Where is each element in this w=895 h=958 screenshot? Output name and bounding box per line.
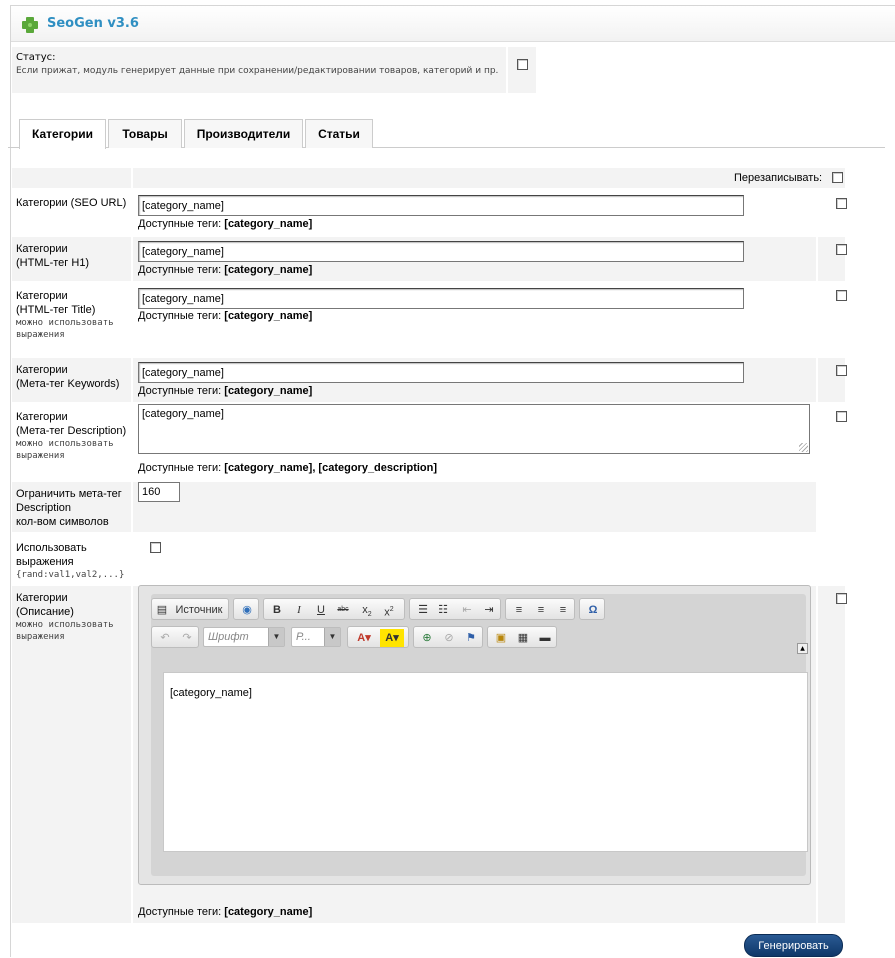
underline-icon[interactable]: U xyxy=(317,604,325,616)
generate-button[interactable]: Генерировать xyxy=(744,934,843,957)
tags-prefix: Доступные теги: xyxy=(138,218,222,230)
align-group xyxy=(505,598,575,620)
bold-icon[interactable]: B xyxy=(273,604,281,616)
background-color-icon[interactable]: A▾ xyxy=(380,629,404,647)
overwrite-all-checkbox[interactable] xyxy=(832,172,843,183)
list-group xyxy=(409,598,501,620)
table-icon[interactable]: ▦ xyxy=(517,632,529,644)
collapse-toolbar-icon[interactable]: ▲ xyxy=(797,643,808,654)
text-overwrite-checkbox[interactable] xyxy=(836,593,847,604)
format-group xyxy=(263,598,405,620)
description-tags: Доступные теги: [category_name], [category_description] xyxy=(138,462,438,474)
editor-content-area[interactable]: [category_name] xyxy=(163,672,808,852)
status-label: Статус: xyxy=(16,52,56,63)
seo-url-tags xyxy=(138,218,312,230)
module-heading xyxy=(11,6,895,42)
use-expressions-checkbox[interactable] xyxy=(150,542,161,553)
title-input[interactable] xyxy=(138,288,744,309)
status-checkbox-cell xyxy=(508,47,536,93)
puzzle-icon xyxy=(21,16,39,34)
h1-input[interactable] xyxy=(138,241,744,262)
description-label: Категории (Мета-тег Description) можно использовать выражения xyxy=(12,405,131,479)
anchor-flag-icon[interactable]: ⚑ xyxy=(466,632,476,644)
link-icon[interactable]: ⊕ xyxy=(422,632,432,644)
status-setting xyxy=(12,47,506,93)
superscript-icon[interactable]: $x^2$ xyxy=(384,606,394,619)
text-label: Категории (Описание) можно использовать выражения xyxy=(12,586,131,923)
subscript-icon[interactable]: $x_2$ xyxy=(362,604,372,619)
keywords-tags: Доступные теги: [category_name] xyxy=(138,385,313,397)
overwrite-label: Перезаписывать: xyxy=(734,172,823,184)
seo-url-overwrite-checkbox[interactable] xyxy=(836,198,847,209)
title-label: Категории (HTML-тег Title) можно использовать выражения xyxy=(12,284,131,356)
italic-icon[interactable]: I xyxy=(297,604,301,616)
seo-url-input[interactable] xyxy=(138,195,744,216)
limit-row xyxy=(133,482,816,532)
seo-url-label: Категории (SEO URL) xyxy=(12,191,131,235)
unlink-icon[interactable]: ⊘ xyxy=(444,632,454,644)
image-icon[interactable]: ▣ xyxy=(495,632,507,644)
link-group xyxy=(413,626,483,648)
indent-icon[interactable]: ⇥ xyxy=(484,604,494,616)
tab-articles[interactable]: Статьи xyxy=(305,119,373,148)
undo-icon[interactable]: ↶ xyxy=(160,632,170,644)
redo-icon[interactable]: ↷ xyxy=(182,632,192,644)
source-button[interactable]: Источник xyxy=(175,604,223,616)
undo-group xyxy=(151,626,199,648)
font-select[interactable]: Шрифт ▼ xyxy=(203,627,285,647)
keywords-overwrite-checkbox[interactable] xyxy=(836,365,847,376)
bullet-list-icon[interactable]: ☷ xyxy=(438,604,448,616)
tab-categories[interactable]: Категории xyxy=(19,119,106,149)
chevron-down-icon: ▼ xyxy=(268,628,284,646)
source-group xyxy=(151,598,229,620)
expressions-label: Использовать выражения {rand:val1,val2,...} xyxy=(12,536,131,582)
text-cb-cell xyxy=(818,586,845,923)
source-doc-icon[interactable]: ▤ xyxy=(156,604,168,616)
keywords-label: Категории (Мета-тег Keywords) xyxy=(12,358,131,402)
globe-group xyxy=(233,598,259,620)
tags-list: [category_name] xyxy=(224,218,313,230)
status-checkbox[interactable] xyxy=(517,59,528,70)
overwrite-row-spacer xyxy=(12,168,131,188)
omega-icon[interactable]: Ω xyxy=(588,604,598,616)
horizontal-rule-icon[interactable]: ▬ xyxy=(539,632,551,644)
description-limit-input[interactable] xyxy=(138,482,180,502)
outdent-icon[interactable]: ⇤ xyxy=(462,604,472,616)
align-center-icon[interactable]: ≡ xyxy=(537,604,545,616)
status-help: Если прижат, модуль генерирует данные при сохранении/редактировании товаров, категорий и пр. xyxy=(16,66,499,76)
color-group xyxy=(347,626,409,648)
description-textarea[interactable]: [category_name] xyxy=(138,404,810,454)
special-char-group xyxy=(579,598,605,620)
tab-bar xyxy=(8,119,885,148)
text-color-icon[interactable]: A▾ xyxy=(357,632,371,644)
tab-products[interactable]: Товары xyxy=(108,119,182,148)
resize-grip-icon[interactable] xyxy=(799,443,808,452)
editor-body xyxy=(151,594,806,876)
description-overwrite-checkbox[interactable] xyxy=(836,411,847,422)
align-left-icon[interactable]: ≡ xyxy=(515,604,523,616)
rich-text-editor xyxy=(138,585,811,885)
limit-label: Ограничить мета-тег Description кол-вом символов xyxy=(12,482,131,532)
tab-manufacturers[interactable]: Производители xyxy=(184,119,303,148)
h1-tags: Доступные теги: [category_name] xyxy=(138,264,313,276)
align-right-icon[interactable]: ≡ xyxy=(559,604,567,616)
title-tags: Доступные теги: [category_name] xyxy=(138,310,313,322)
insert-group xyxy=(487,626,557,648)
keywords-input[interactable] xyxy=(138,362,744,383)
size-select[interactable]: Р... ▼ xyxy=(291,627,341,647)
text-tags: Доступные теги: [category_name] xyxy=(138,906,313,918)
chevron-down-icon: ▼ xyxy=(324,628,340,646)
page-title: SeoGen v3.6 xyxy=(47,16,139,31)
h1-overwrite-checkbox[interactable] xyxy=(836,244,847,255)
numbered-list-icon[interactable]: ☰ xyxy=(418,604,428,616)
title-overwrite-checkbox[interactable] xyxy=(836,290,847,301)
h1-label: Категории (HTML-тег H1) xyxy=(12,237,131,281)
find-icon[interactable]: ◉ xyxy=(242,604,252,616)
strikethrough-icon[interactable]: abc xyxy=(337,606,349,613)
